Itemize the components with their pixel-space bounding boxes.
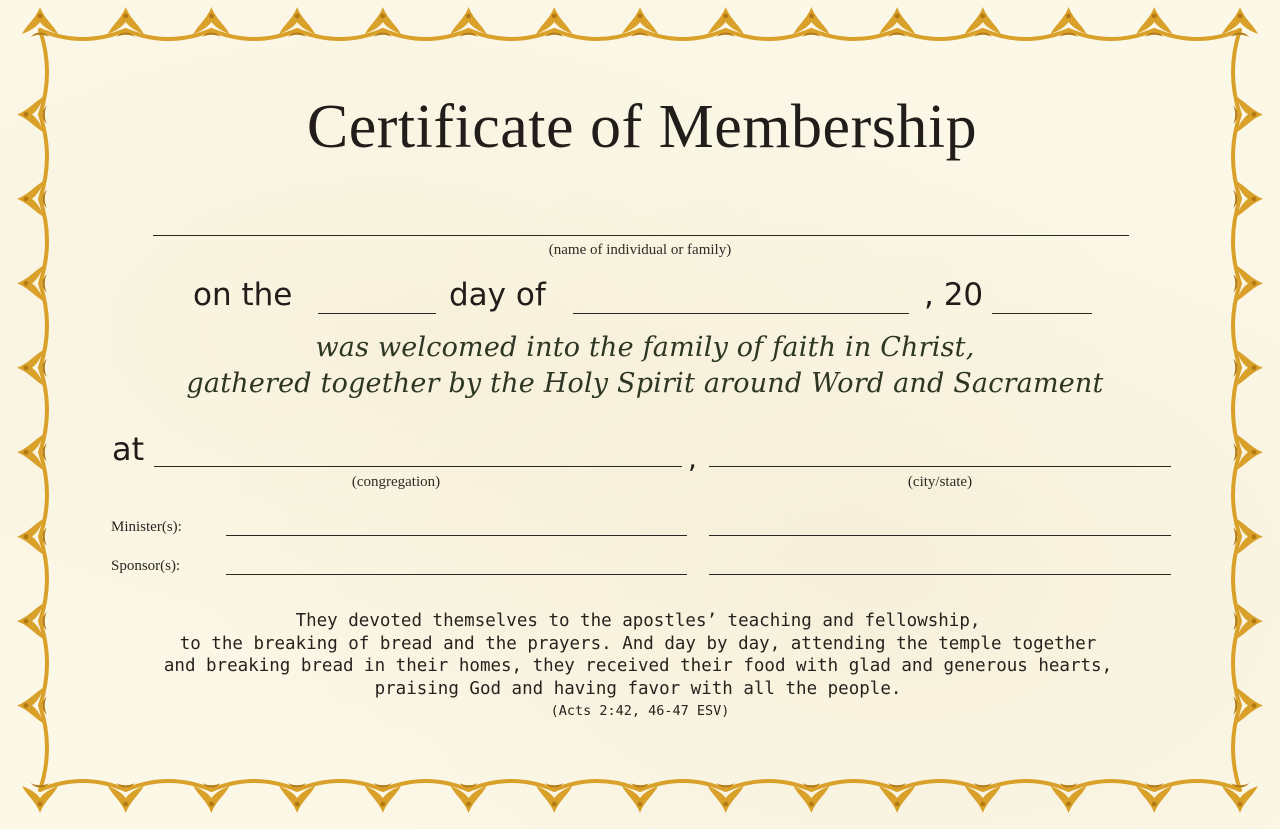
at-label: at — [112, 430, 145, 468]
month-line[interactable] — [573, 313, 909, 314]
welcome-line-1: was welcomed into the family of faith in Christ, — [315, 332, 975, 363]
sponsor-line-left[interactable] — [226, 574, 687, 575]
minister-line-left[interactable] — [226, 535, 687, 536]
congregation-caption: (congregation) — [351, 474, 441, 490]
verse-line: praising God and having favor with all the people. — [374, 678, 902, 699]
welcome-line-2: gathered together by the Holy Spirit around Word and Sacrament — [186, 368, 1104, 399]
sponsors-label: Sponsor(s): — [111, 558, 181, 574]
scripture-citation: (Acts 2:42, 46-47 ESV) — [550, 703, 730, 719]
verse-line: to the breaking of bread and the prayers. And day by day, attending the temple together — [179, 633, 1097, 654]
name-caption: (name of individual or family) — [548, 242, 732, 258]
verse-line: and breaking bread in their homes, they received their food with glad and generous hearts, — [163, 656, 1113, 676]
name-line[interactable] — [153, 235, 1129, 236]
day-of-label: day of — [449, 277, 546, 313]
verse-line: They devoted themselves to the apostles’ teaching and fellowship, — [295, 611, 981, 631]
day-line[interactable] — [318, 313, 436, 314]
minister-line-right[interactable] — [709, 535, 1171, 536]
city-state-caption: (city/state) — [907, 474, 973, 490]
congregation-line[interactable] — [154, 466, 682, 467]
on-the-label: on the — [193, 277, 293, 313]
comma-separator: , — [688, 442, 697, 475]
ministers-label: Minister(s): — [111, 519, 182, 535]
certificate-title: Certificate of Membership — [306, 93, 978, 161]
year-prefix-label: , 20 — [924, 277, 984, 313]
year-line[interactable] — [992, 313, 1092, 314]
sponsor-line-right[interactable] — [709, 574, 1171, 575]
scripture-verse — [0, 610, 1276, 700]
city-state-line[interactable] — [709, 466, 1171, 467]
